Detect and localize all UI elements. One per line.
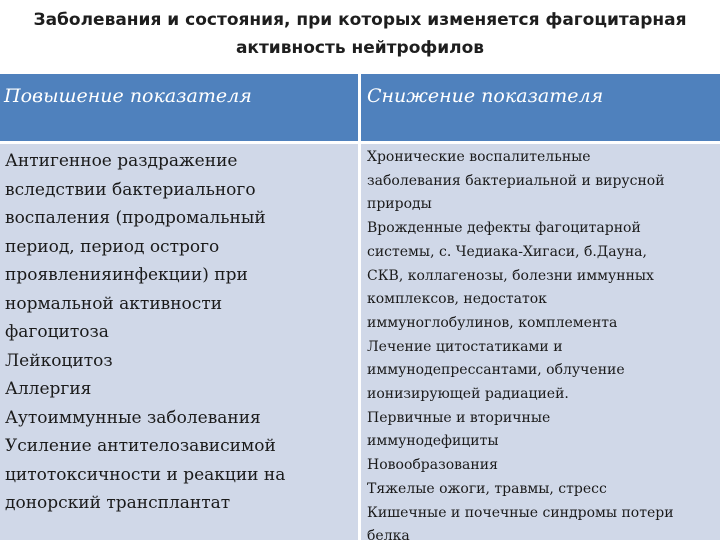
increase-line: нормальной активности	[5, 293, 223, 314]
decrease-line: белка	[367, 528, 410, 540]
comparison-table	[0, 74, 720, 540]
cell-increase	[0, 144, 358, 540]
increase-line: фагоцитоза	[5, 322, 109, 342]
decrease-line: СКВ, коллагенозы, болезни иммунных	[367, 267, 654, 284]
column-divider	[358, 74, 361, 540]
decrease-line: Врожденные дефекты фагоцитарной	[367, 220, 641, 237]
cell-decrease	[361, 144, 720, 540]
decrease-line: Хронические воспалительные	[367, 149, 591, 165]
increase-line: вследствии бактериального	[5, 179, 256, 200]
title-line-2: активность нейтрофилов	[235, 38, 485, 58]
increase-line: воспаления (продромальный	[5, 208, 266, 228]
header-decrease: Снижение показателя	[361, 74, 720, 141]
increase-line: Усиление антителозависимой	[5, 436, 276, 456]
decrease-line: системы, с. Чедиака-Хигаси, б.Дауна,	[367, 243, 647, 260]
increase-line: Аллергия	[5, 379, 92, 399]
increase-line: Лейкоцитоз	[5, 350, 113, 371]
increase-line: период, период острого	[5, 236, 220, 257]
increase-line: донорский трансплантат	[5, 493, 231, 513]
decrease-line: Кишечные и почечные синдромы потери	[367, 504, 674, 521]
title-line-1: Заболевания и состояния, при которых изменяется фагоцитарная	[33, 10, 687, 30]
increase-line: Аутоиммунные заболевания	[5, 407, 261, 428]
decrease-line: иммунодефициты	[367, 433, 499, 450]
decrease-line: комплексов, недостаток	[367, 291, 547, 308]
decrease-line: иммунодепрессантами, облучение	[367, 362, 625, 379]
decrease-line: Первичные и вторичные	[367, 409, 551, 426]
decrease-line: заболевания бактериальной и вирусной	[367, 172, 665, 189]
decrease-line: Новообразования	[367, 457, 498, 474]
slide-title	[0, 6, 720, 62]
decrease-line: Тяжелые ожоги, травмы, стресс	[367, 480, 607, 497]
header-increase: Повышение показателя	[0, 74, 358, 141]
decrease-line: ионизирующей радиацией.	[367, 386, 569, 403]
decrease-line: иммуноглобулинов, комплемента	[367, 314, 618, 331]
decrease-line: Лечение цитостатиками и	[367, 338, 563, 355]
increase-line: цитотоксичности и реакции на	[5, 464, 286, 485]
increase-line: проявленияинфекции) при	[5, 265, 248, 285]
increase-line: Антигенное раздражение	[5, 151, 238, 171]
decrease-line: природы	[367, 196, 432, 213]
